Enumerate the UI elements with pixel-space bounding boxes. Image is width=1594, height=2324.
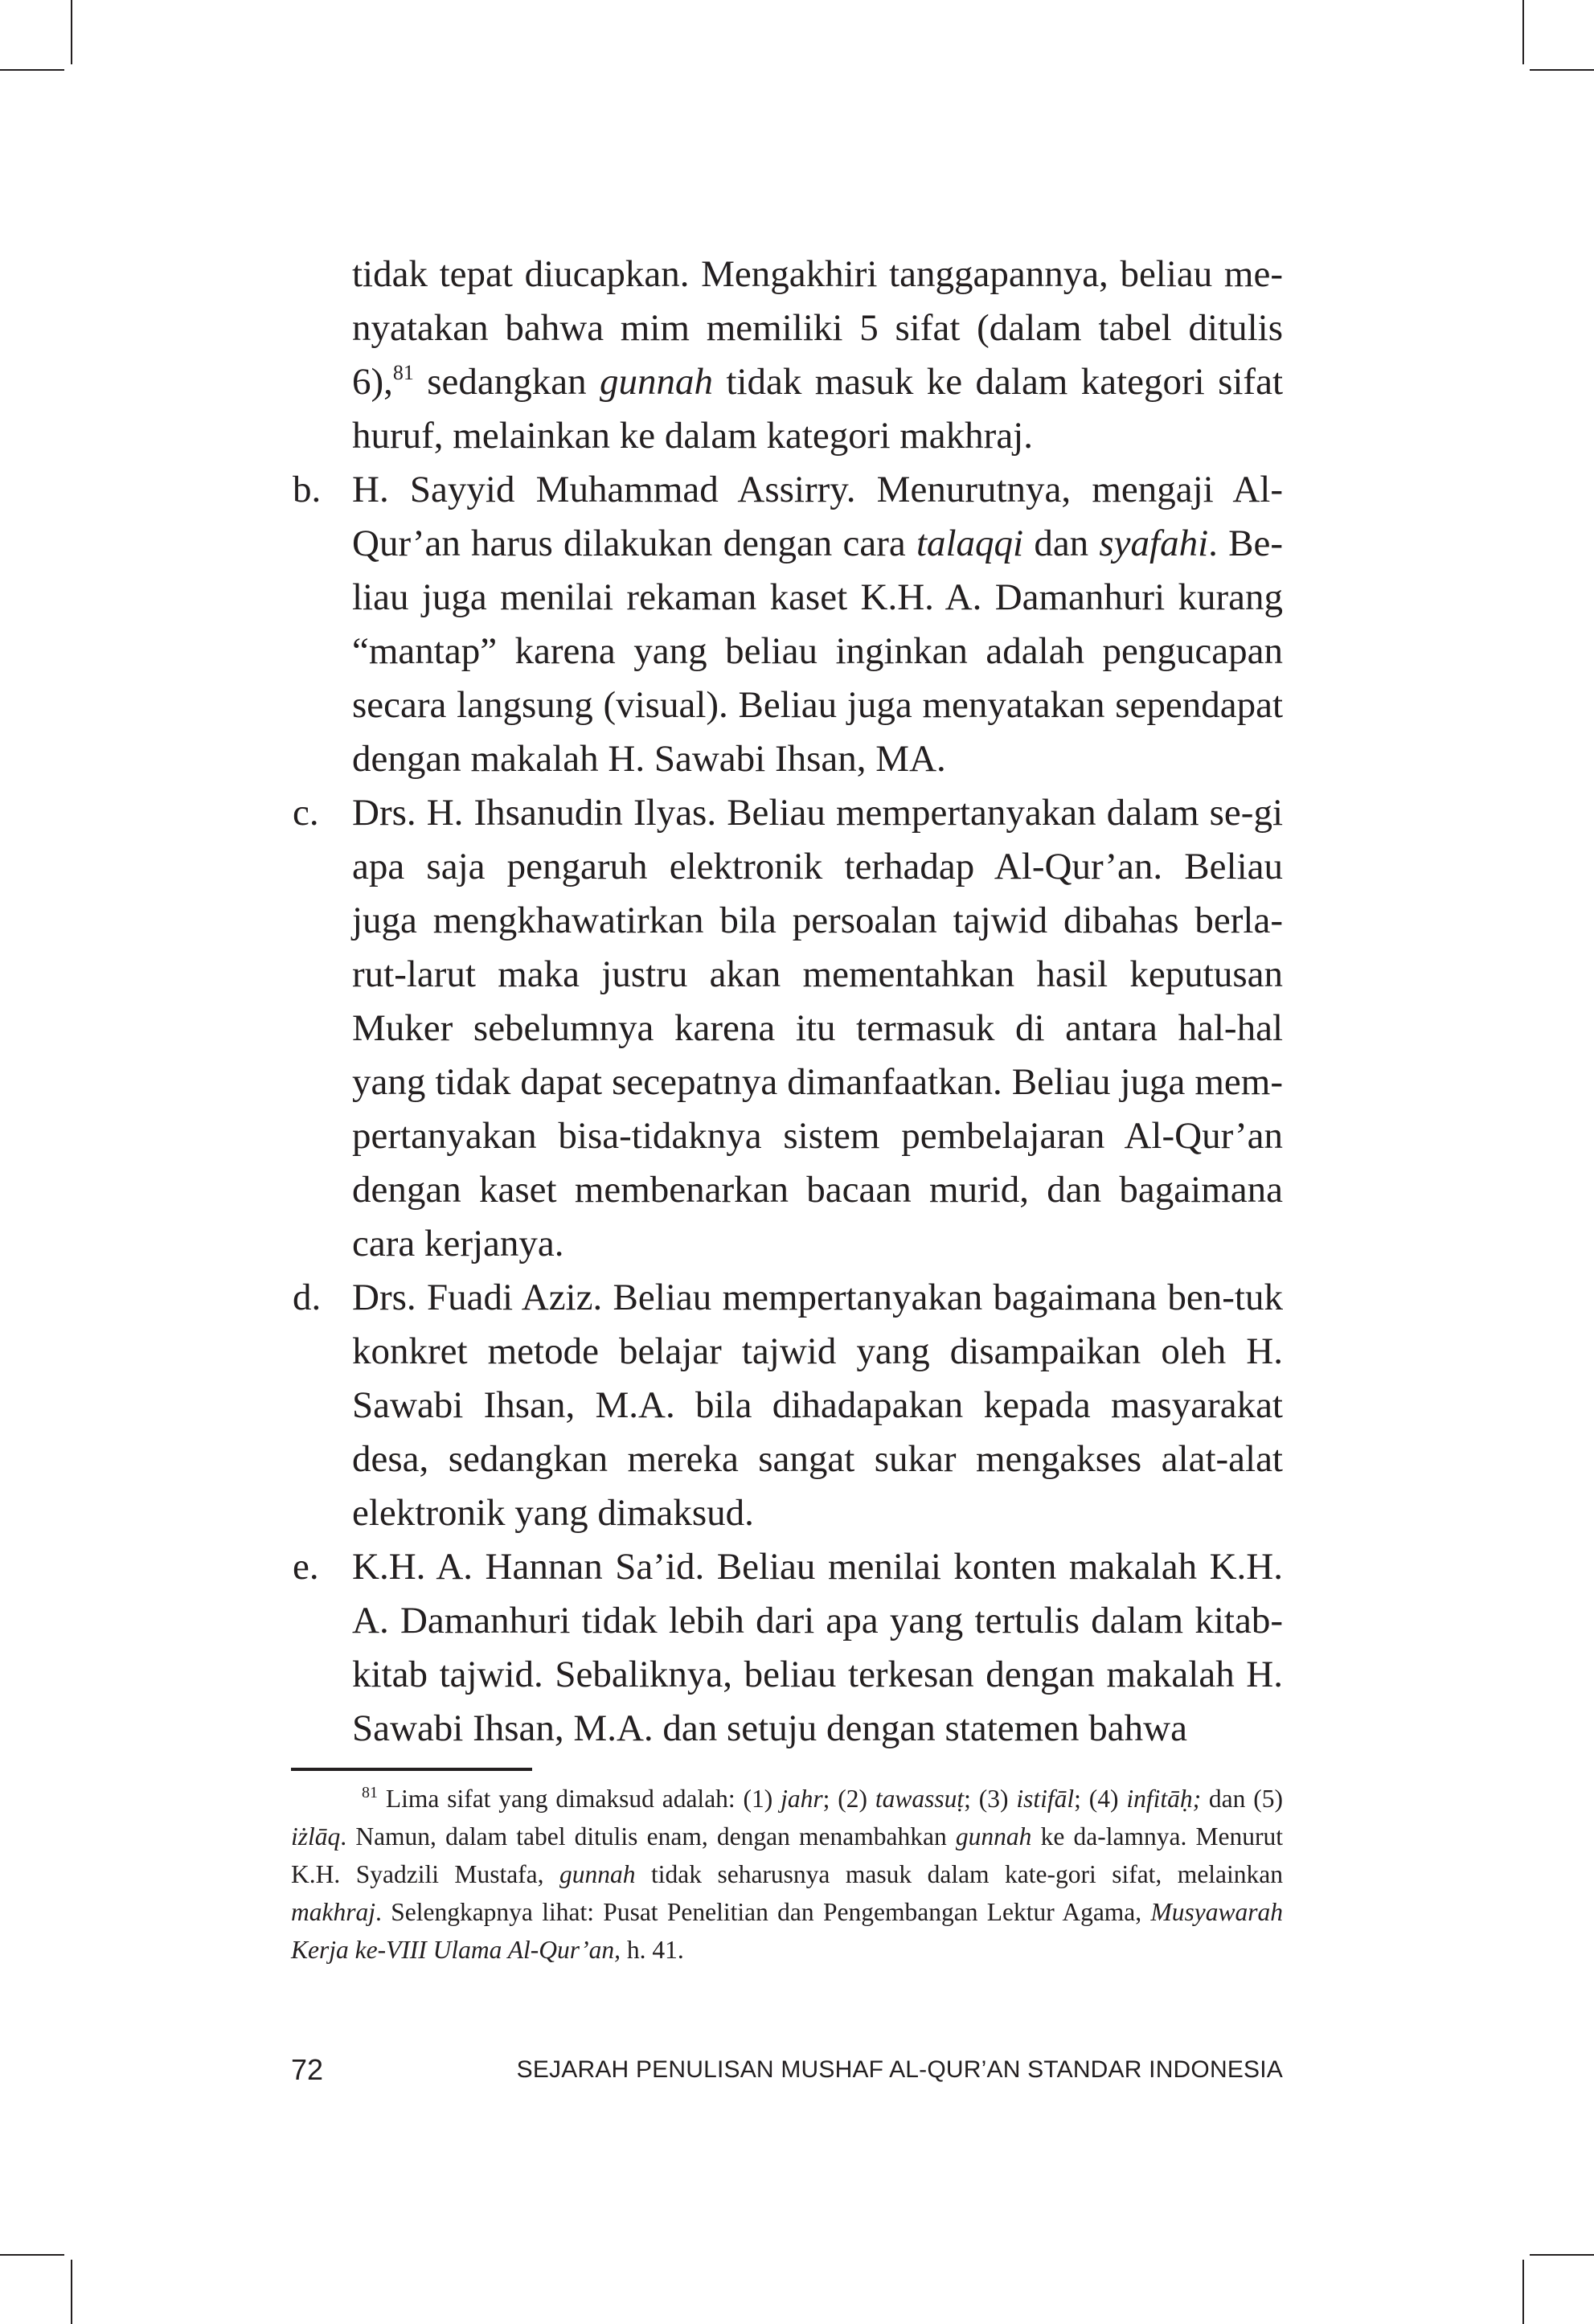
main-text <box>293 248 1284 1756</box>
page-footer <box>291 2053 1283 2101</box>
list-item-d <box>293 1271 1283 1540</box>
list-marker: c. <box>293 792 319 834</box>
list-marker: d. <box>293 1277 322 1318</box>
crop-mark-top-right-h <box>1530 69 1594 71</box>
list-marker: e. <box>293 1546 319 1588</box>
running-title: SEJARAH PENULISAN MUSHAF AL-QUR’AN STANDAR INDONESIA <box>516 2056 1283 2083</box>
crop-mark-top-left-h <box>0 69 64 71</box>
respondent-list <box>293 463 1283 1756</box>
crop-mark-bottom-left-h <box>0 2254 64 2256</box>
list-marker: b. <box>293 469 322 510</box>
footnote-81: $^{81}$ Lima sifat yang dimaksud adalah: (1) jahr; (2) tawassuṭ; (3) istifāl; (4) infitāḥ; dan (5) iżlāq. Namun, dalam tabel ditulis enam, dengan menambahkan gunnah ke da-lamnya. Menurut K.H. Syadzili Mustafa, gunnah tidak seharusnya masuk dalam kate-gori sifat, melainkan makhraj. Selengkapnya lihat: Pusat Penelitian dan Pengembangan Lektur Agama, Musyawarah Kerja ke-VIII Ulama Al-Qur’an, h. 41. <box>291 1784 1283 1964</box>
list-item-b <box>293 463 1283 786</box>
footnote-divider <box>291 1768 532 1771</box>
crop-mark-top-left <box>71 0 72 64</box>
list-item-e <box>293 1540 1283 1756</box>
footnote-reference[interactable]: 81 <box>392 361 414 384</box>
intro-paragraph: tidak tepat diucapkan. Mengakhiri tanggapannya, beliau me-nyatakan bahwa mim memiliki 5 sifat (dalam tabel ditulis 6),$^{81}$ sedangkan gunnah tidak masuk ke dalam kategori sifat huruf, melainkan ke dalam kategori makhraj. <box>352 253 1284 457</box>
page-number: 72 <box>291 2053 324 2086</box>
footnote-number: 81 <box>362 1784 378 1801</box>
list-item-text: Drs. Fuadi Aziz. Beliau mempertanyakan bagaimana ben-tuk konkret metode belajar tajwid yang disampaikan oleh H. Sawabi Ihsan, M.A. bila dihadapakan kepada masyarakat desa, sedangkan mereka sangat sukar mengakses alat-alat elektronik yang dimaksud. <box>352 1277 1283 1534</box>
crop-mark-bottom-left <box>71 2260 72 2324</box>
list-item-text: Drs. H. Ihsanudin Ilyas. Beliau mempertanyakan dalam se-gi apa saja pengaruh elektronik terhadap Al-Qur’an. Beliau juga mengkhawatirkan bila persoalan tajwid dibahas berla-rut-larut maka justru akan mementahkan hasil keputusan Muker sebelumnya karena itu termasuk di antara hal-hal yang tidak dapat secepatnya dimanfaatkan. Beliau juga mem-pertanyakan bisa-tidaknya sistem pembelajaran Al-Qur’an dengan kaset membenarkan bacaan murid, dan bagaimana cara kerjanya. <box>352 792 1283 1264</box>
list-item-c <box>293 786 1283 1271</box>
crop-mark-bottom-right <box>1522 2260 1524 2324</box>
list-item-text: K.H. A. Hannan Sa’id. Beliau menilai konten makalah K.H. A. Damanhuri tidak lebih dari apa yang tertulis dalam kitab-kitab tajwid. Sebaliknya, beliau terkesan dengan makalah H. Sawabi Ihsan, M.A. dan setuju dengan statemen bahwa <box>352 1546 1283 1749</box>
list-item-text: H. Sayyid Muhammad Assirry. Menurutnya, mengaji Al-Qur’an harus dilakukan dengan cara talaqqi dan syafahi. Be-liau juga menilai rekaman kaset K.H. A. Damanhuri kurang “mantap” karena yang beliau inginkan adalah pengucapan secara langsung (visual). Beliau juga menyatakan sependapat dengan makalah H. Sawabi Ihsan, MA. <box>352 469 1283 780</box>
crop-mark-top-right <box>1522 0 1524 64</box>
crop-mark-bottom-right-h <box>1530 2254 1594 2256</box>
